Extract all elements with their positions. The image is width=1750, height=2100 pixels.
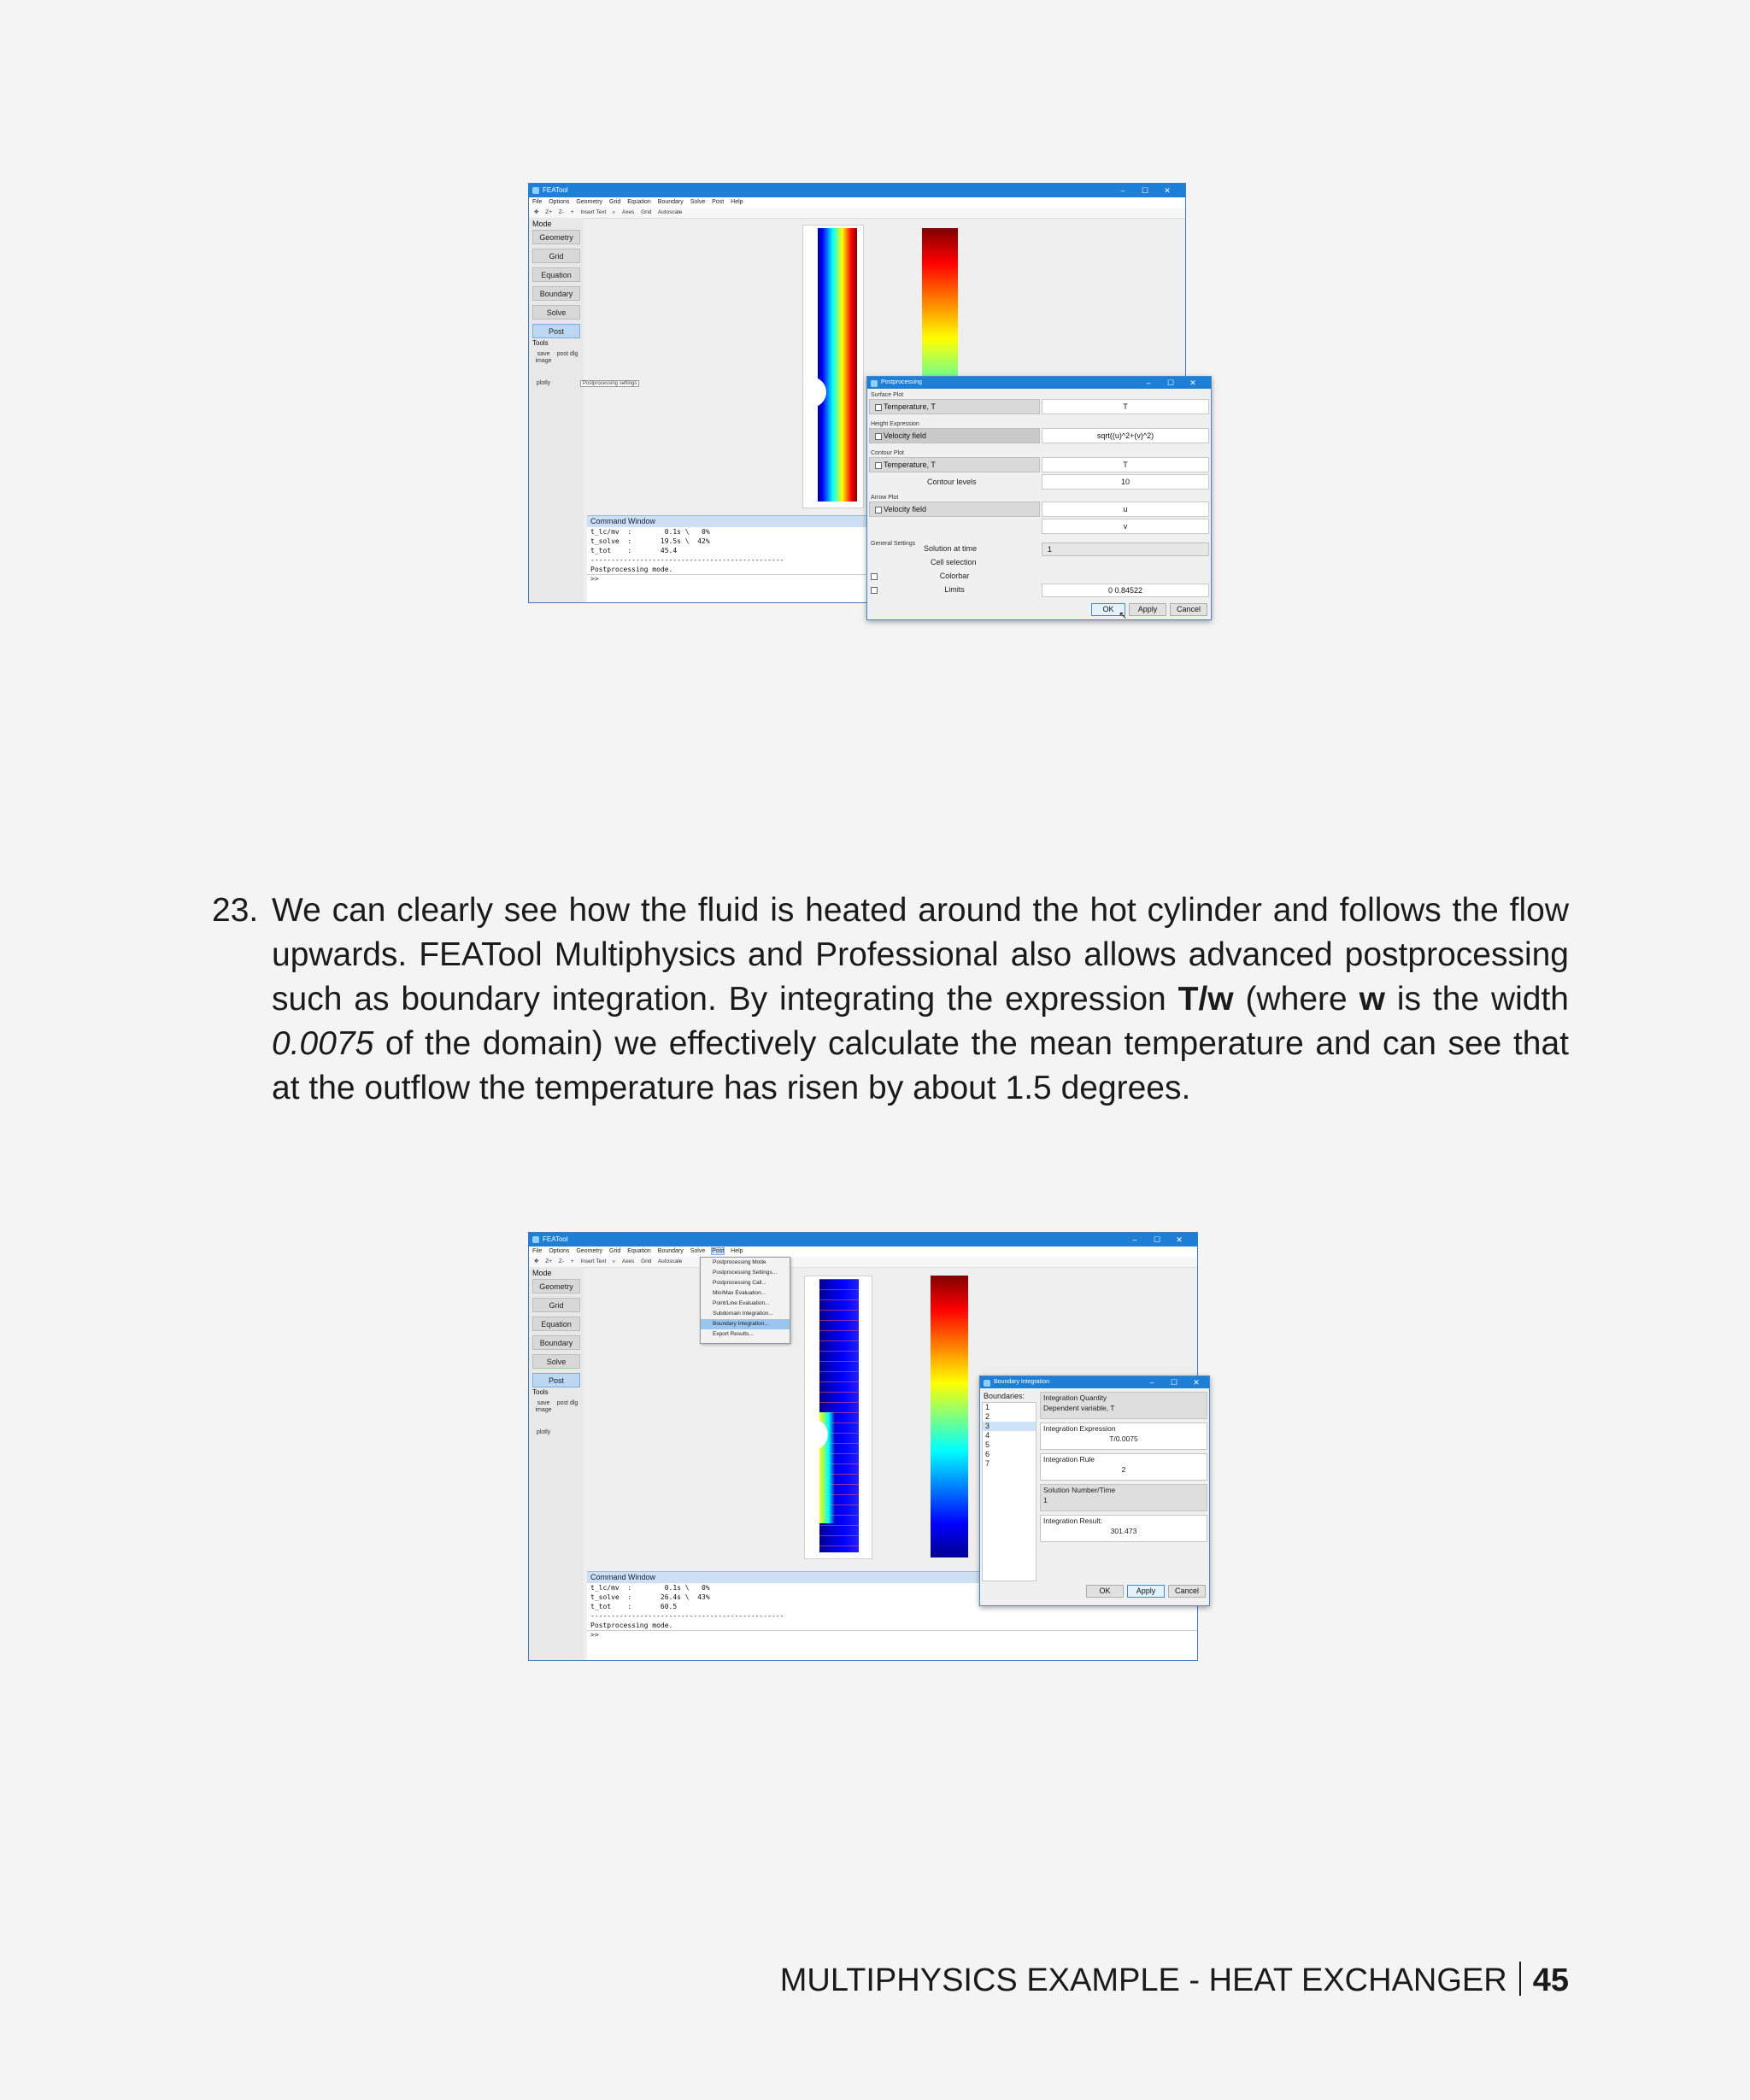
arrow-v-field[interactable]: v [1042,519,1209,534]
menu-item-pointline-evaluation[interactable]: Point/Line Evaluation... [713,1300,770,1306]
menu-item-subdomain-integration[interactable]: Subdomain Integration... [713,1311,773,1317]
menu-item-postprocessing-settings[interactable]: Postprocessing Settings... [713,1270,778,1276]
menu-geometry[interactable]: Geometry [576,1248,603,1254]
pan-icon[interactable]: ✥ [534,209,539,215]
menu-solve[interactable]: Solve [690,1248,706,1254]
menu-equation[interactable]: Equation [627,1248,651,1254]
command-line: t_solve : 26.4s \ 43% [590,1593,710,1601]
menu-item-postprocessing-mode[interactable]: Postprocessing Mode [713,1259,766,1265]
cancel-button[interactable]: Cancel [1168,1585,1206,1598]
plus-button[interactable]: + [570,1258,574,1264]
close-icon[interactable]: ✕ [1164,186,1171,195]
boundaries-list[interactable] [982,1402,1036,1581]
post-dlg-button[interactable]: post dlg [556,351,578,357]
menu-solve[interactable]: Solve [690,199,706,205]
close-icon[interactable]: ✕ [1193,1378,1200,1387]
window-controls[interactable] [1124,1233,1190,1247]
height-expression-field[interactable]: sqrt((u)^2+(v)^2) [1042,428,1209,443]
menu-item-minmax-evaluation[interactable]: Min/Max Evaluation... [713,1290,766,1296]
contour-levels-field[interactable]: 10 [1042,474,1209,490]
maximize-icon[interactable]: ☐ [1166,378,1175,387]
post-dropdown-menu [700,1257,790,1344]
arrow-plot-group-label: Arrow Plot [871,495,899,501]
paragraph-text: is the width [1384,981,1569,1018]
apply-button[interactable]: Apply [1129,603,1166,616]
command-line: ----------------------------------------------- [590,1612,784,1620]
menu-geometry[interactable]: Geometry [576,199,603,205]
chapter-title: MULTIPHYSICS EXAMPLE - HEAT EXCHANGER [779,1962,1507,1998]
paragraph-text: We can clearly see how the fluid is heated around the hot cylinder and follows the flow upwards. FEATool Multiphysics and Professional also allows advanced postprocessing such as boundary integration. By integrating the expression [272,892,1569,1018]
close-icon[interactable]: ✕ [1189,378,1196,387]
mode-solve-button[interactable]: Solve [532,305,580,320]
boundaries-label: Boundaries: [984,1392,1025,1400]
window-title: FEATool [543,1235,568,1243]
menu-help[interactable]: Help [731,199,743,205]
apply-button[interactable]: Apply [1127,1585,1165,1598]
contour-plot-select[interactable] [869,457,1040,472]
contour-expression-field[interactable]: T [1042,457,1209,472]
menu-post[interactable]: Post [712,1248,725,1254]
mouse-cursor-icon: ↖ [1119,609,1128,620]
menu-options[interactable]: Options [549,199,570,205]
insert-text-button[interactable]: Insert Text [580,209,607,215]
boundary-list-item-selected[interactable]: 3 [983,1422,1036,1431]
temperature-surface-plot [818,228,857,502]
insert-text-button[interactable]: Insert Text [580,1258,607,1264]
menu-item-export-results[interactable]: Export Results... [713,1331,754,1337]
grid-button[interactable]: Grid [641,209,652,215]
minimize-icon[interactable]: – [1146,378,1151,387]
featool-app-icon [532,1236,539,1243]
solution-number-label: Solution Number/Time [1043,1486,1116,1494]
boundary-list-item[interactable]: 1 [985,1403,990,1411]
mode-equation-button[interactable]: Equation [532,267,580,282]
integration-rule-field[interactable] [1040,1453,1207,1481]
menu-equation[interactable]: Equation [627,199,651,205]
save-image-button[interactable]: save image [535,351,552,364]
ok-button[interactable]: OK [1091,603,1125,616]
tools-label: Tools [532,1388,549,1396]
height-expression-group-label: Height Expression [871,421,919,427]
menu-item-boundary-integration[interactable]: Boundary Integration... [701,1319,790,1329]
window-controls[interactable] [1112,184,1178,197]
command-window-title: Command Window [587,516,1185,527]
dialog-window-controls[interactable] [1141,1376,1207,1388]
menu-grid[interactable]: Grid [609,199,621,205]
plus-button[interactable]: + [570,209,574,215]
dialog-window-controls[interactable] [1137,377,1204,389]
integration-rule-value: 2 [1121,1465,1126,1474]
mode-grid-button[interactable]: Grid [532,249,580,263]
zoom-out-button[interactable]: Z- [558,209,564,215]
paragraph-italic: 0.0075 [272,1025,374,1062]
menu-grid[interactable]: Grid [609,1248,621,1254]
ok-button[interactable]: OK [1086,1585,1124,1598]
command-line: ----------------------------------------------- [590,556,784,564]
cancel-button[interactable]: Cancel [1170,603,1207,616]
zoom-in-button[interactable]: Z+ [545,209,553,215]
zoom-out-button[interactable]: Z- [558,1258,564,1264]
tools-label: Tools [532,339,549,347]
arrow-plot-select-value: Velocity field [884,505,927,513]
featool-app-icon [532,187,539,194]
mode-post-button[interactable]: Post [532,324,580,338]
solution-number-select[interactable] [1040,1484,1207,1511]
minimize-icon[interactable]: – [1132,1235,1137,1244]
pan-icon[interactable]: ✥ [534,1258,539,1264]
surface-plot-checkbox[interactable] [875,404,882,411]
limits-label: Limits [944,585,965,594]
arrow-plot-select[interactable] [869,502,1040,517]
menu-bar [529,197,1185,208]
integration-rule-label: Integration Rule [1043,1455,1095,1464]
axes-button[interactable]: Axes [621,209,635,215]
mode-label: Mode [532,1269,552,1277]
window-titlebar [529,184,1185,197]
command-line: t_lc/mv : 0.1s \ 0% [590,528,710,536]
mode-grid-button[interactable]: Grid [532,1298,580,1312]
limits-field[interactable]: 0 0.84522 [1042,584,1209,597]
paragraph-text: of the domain) we effectively calculate the mean temperature and can see that at the outflow the temperature has risen by about 1.5 degrees. [272,1025,1569,1106]
mode-geometry-button[interactable]: Geometry [532,1279,580,1293]
height-expression-select[interactable] [869,428,1040,443]
maximize-icon[interactable]: ☐ [1153,1235,1161,1244]
minimize-icon[interactable]: – [1149,1378,1154,1387]
command-line: Postprocessing mode. [590,1622,673,1629]
menu-bar [529,1247,1197,1257]
boundary-list-item[interactable]: 5 [985,1440,990,1449]
mode-label: Mode [532,220,552,228]
command-prompt[interactable]: >> [587,574,1185,583]
menu-file[interactable]: File [532,199,543,205]
menu-options[interactable]: Options [549,1248,570,1254]
maximize-icon[interactable]: ☐ [1141,186,1149,195]
surface-plot-select[interactable] [869,399,1040,414]
featool-app-icon [984,1380,990,1387]
zoom-in-button[interactable]: Z+ [545,1258,553,1264]
integration-expression-field[interactable] [1040,1422,1207,1450]
height-expression-select-value: Velocity field [884,431,927,440]
autoscale-button[interactable]: Autoscale [657,1258,683,1264]
paragraph-text: (where [1233,981,1359,1018]
command-prompt[interactable]: >> [587,1630,1197,1639]
grid-button[interactable]: Grid [641,1258,652,1264]
plotly-button[interactable]: plotly [536,380,551,386]
command-line: t_tot : 45.4 [590,547,678,554]
boundary-list-item[interactable]: 6 [985,1450,990,1458]
minimize-icon[interactable]: – [1120,186,1125,195]
dialog-title: Boundary Integration [994,1379,1049,1385]
contour-plot-select-value: Temperature, T [884,460,936,469]
contour-levels-label: Contour levels [927,478,977,486]
integration-result-field [1040,1515,1207,1542]
post-dlg-button[interactable]: post dlg [556,1400,578,1406]
menu-help[interactable]: Help [731,1248,743,1254]
integration-expression-value: T/0.0075 [1109,1434,1138,1443]
surface-expression-field[interactable]: T [1042,399,1209,414]
menu-item-postprocessing-call[interactable]: Postprocessing Call... [713,1280,766,1286]
colorbar-label: Colorbar [939,572,970,580]
mode-boundary-button[interactable]: Boundary [532,1335,580,1350]
mode-sidebar [529,218,584,602]
mode-sidebar [529,1267,584,1660]
page-number: 45 [1532,1962,1569,1998]
colorbar [931,1276,968,1557]
limits-option[interactable] [869,585,1040,594]
command-window-title: Command Window [587,1572,1197,1583]
integration-result-label: Integration Result: [1043,1516,1102,1525]
mode-geometry-button[interactable]: Geometry [532,230,580,244]
solution-at-time-select[interactable]: 1 [1042,543,1209,556]
integration-quantity-value: Dependent variable, T [1043,1404,1115,1412]
window-title: FEATool [543,186,568,194]
contour-plot-group-label: Contour Plot [871,450,904,456]
cell-selection-button[interactable]: Cell selection [931,558,977,566]
menu-file[interactable]: File [532,1248,543,1254]
toolbar [529,1257,1197,1268]
featool-app-icon [871,380,878,387]
menu-boundary[interactable]: Boundary [657,199,684,205]
plotly-button[interactable]: plotly [536,1429,551,1435]
solution-number-value: 1 [1043,1496,1048,1505]
boundary-list-item[interactable]: 7 [985,1459,990,1468]
menu-boundary[interactable]: Boundary [657,1248,684,1254]
footer-separator [1519,1962,1521,1996]
command-line: Postprocessing mode. [590,566,673,573]
paragraph-bold: w [1359,981,1385,1018]
general-settings-group-label: General Settings [871,541,916,547]
boundary-list-item[interactable]: 2 [985,1412,990,1421]
boundary-integration-dialog [979,1376,1210,1606]
colorbar-checkbox[interactable] [871,573,878,580]
step-number: 23. [212,892,259,929]
arrow-u-field[interactable]: u [1042,502,1209,517]
dialog-title: Postprocessing [881,379,922,385]
integration-result-value: 301.473 [1110,1527,1137,1535]
tooltip: Postprocessing settings [580,380,639,387]
limits-checkbox[interactable] [871,587,878,594]
mode-equation-button[interactable]: Equation [532,1317,580,1331]
command-line: t_solve : 19.5s \ 42% [590,537,710,545]
cursor-icon[interactable]: ▹ [613,1258,616,1264]
integration-expression-label: Integration Expression [1043,1424,1116,1433]
integration-quantity-label: Integration Quantity [1043,1393,1107,1402]
integration-quantity-select[interactable] [1040,1392,1207,1419]
command-line: t_lc/mv : 0.1s \ 0% [590,1584,710,1592]
height-expression-checkbox[interactable] [875,433,882,440]
axes-button[interactable]: Axes [621,1258,635,1264]
command-line: t_tot : 60.5 [590,1603,678,1610]
page-footer [780,1961,1569,2000]
solution-at-time-label: Solution at time [924,544,978,553]
menu-post[interactable]: Post [712,199,725,205]
mode-post-button[interactable]: Post [532,1373,580,1387]
mode-boundary-button[interactable]: Boundary [532,286,580,301]
dialog-titlebar [867,377,1211,389]
paragraph-bold: T/w [1177,981,1234,1018]
window-titlebar [529,1233,1197,1247]
contour-plot-checkbox[interactable] [875,462,882,469]
toolbar [529,208,1185,219]
close-icon[interactable]: ✕ [1176,1235,1183,1244]
boundary-list-item[interactable]: 4 [985,1431,990,1440]
autoscale-button[interactable]: Autoscale [657,209,683,215]
cursor-icon[interactable]: ▹ [613,209,616,215]
maximize-icon[interactable]: ☐ [1170,1378,1178,1387]
save-image-button[interactable]: save image [535,1400,552,1413]
arrow-plot-checkbox[interactable] [875,507,882,513]
dialog-titlebar [980,1376,1209,1388]
mode-solve-button[interactable]: Solve [532,1354,580,1369]
postprocessing-dialog [866,376,1212,620]
surface-plot-select-value: Temperature, T [884,402,936,411]
colorbar-option[interactable] [869,572,1040,580]
step-paragraph [272,889,1569,1111]
surface-plot-group-label: Surface Plot [871,392,904,398]
